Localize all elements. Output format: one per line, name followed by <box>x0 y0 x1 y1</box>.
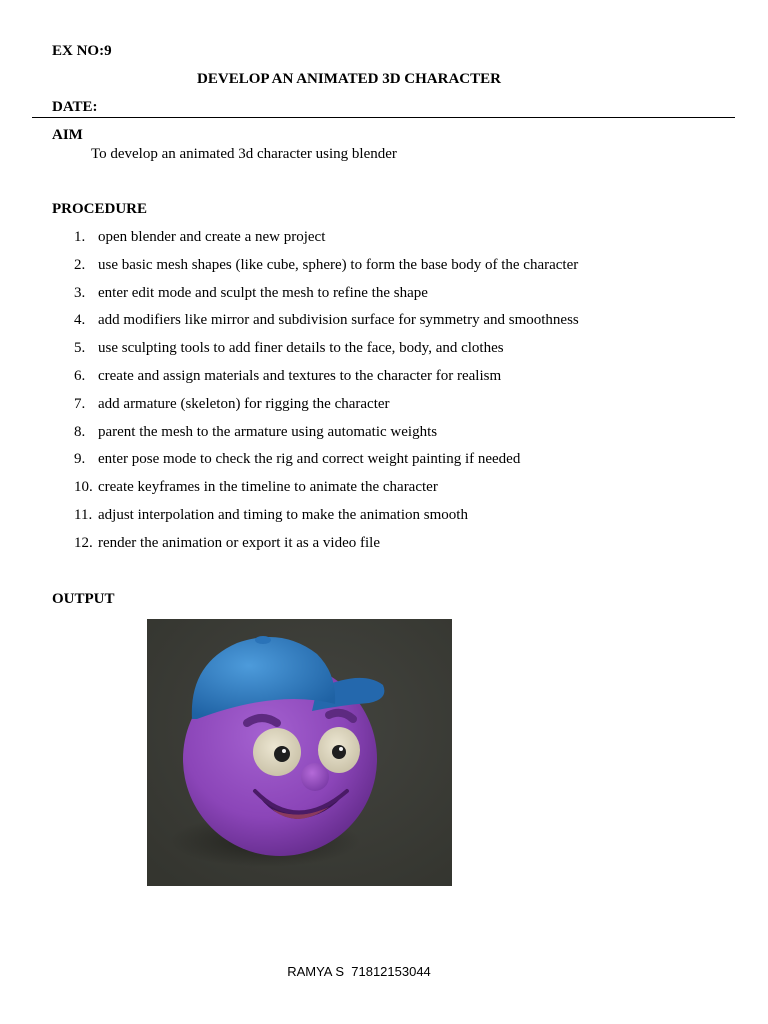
list-item <box>74 284 579 312</box>
step-text: create and assign materials and textures to the character for realism <box>98 367 502 384</box>
step-number: 4. <box>74 312 86 329</box>
step-text: adjust interpolation and timing to make the animation smooth <box>98 506 468 523</box>
step-text: create keyframes in the timeline to animate the character <box>98 479 438 496</box>
step-number: 7. <box>74 395 86 412</box>
list-item <box>74 450 579 478</box>
step-number: 12. <box>74 534 93 551</box>
step-number: 6. <box>74 367 86 384</box>
list-item <box>74 256 579 284</box>
aim-heading: AIM <box>52 127 83 143</box>
step-text: use sculpting tools to add finer details to the face, body, and clothes <box>98 340 504 357</box>
list-item <box>74 395 579 423</box>
footer-author: RAMYA S 71812153044 <box>287 964 431 979</box>
character-render-image <box>147 619 452 886</box>
step-number: 8. <box>74 423 86 440</box>
left-pupil <box>274 746 290 762</box>
step-number: 3. <box>74 284 86 301</box>
procedure-steps <box>74 228 579 562</box>
step-number: 5. <box>74 340 86 357</box>
step-text: add modifiers like mirror and subdivision surface for symmetry and smoothness <box>98 312 579 329</box>
page-title: DEVELOP AN ANIMATED 3D CHARACTER <box>197 71 501 87</box>
step-text: enter pose mode to check the rig and correct weight painting if needed <box>98 451 521 468</box>
aim-text: To develop an animated 3d character using blender <box>91 146 397 162</box>
list-item <box>74 339 579 367</box>
date-label: DATE: <box>52 99 98 115</box>
right-pupil <box>332 745 346 759</box>
step-text: use basic mesh shapes (like cube, sphere) to form the base body of the character <box>98 256 579 273</box>
step-number: 10. <box>74 479 93 496</box>
step-number: 9. <box>74 451 86 468</box>
list-item <box>74 311 579 339</box>
output-heading: OUTPUT <box>52 591 115 607</box>
exercise-number: EX NO:9 <box>52 43 112 59</box>
step-text: open blender and create a new project <box>98 229 326 245</box>
list-item <box>74 506 579 534</box>
step-number: 2. <box>74 256 86 273</box>
step-text: add armature (skeleton) for rigging the character <box>98 395 390 412</box>
list-item <box>74 228 579 256</box>
procedure-heading: PROCEDURE <box>52 201 148 217</box>
header-divider <box>32 117 735 118</box>
step-number: 1. <box>74 229 86 245</box>
step-text: parent the mesh to the armature using automatic weights <box>98 423 438 440</box>
list-item <box>74 478 579 506</box>
step-number: 11. <box>74 506 93 523</box>
nose <box>301 763 329 791</box>
step-text: enter edit mode and sculpt the mesh to refine the shape <box>98 284 428 301</box>
step-text: render the animation or export it as a video file <box>98 534 380 551</box>
list-item <box>74 534 579 562</box>
cap-button <box>255 636 271 644</box>
list-item <box>74 367 579 395</box>
list-item <box>74 423 579 451</box>
